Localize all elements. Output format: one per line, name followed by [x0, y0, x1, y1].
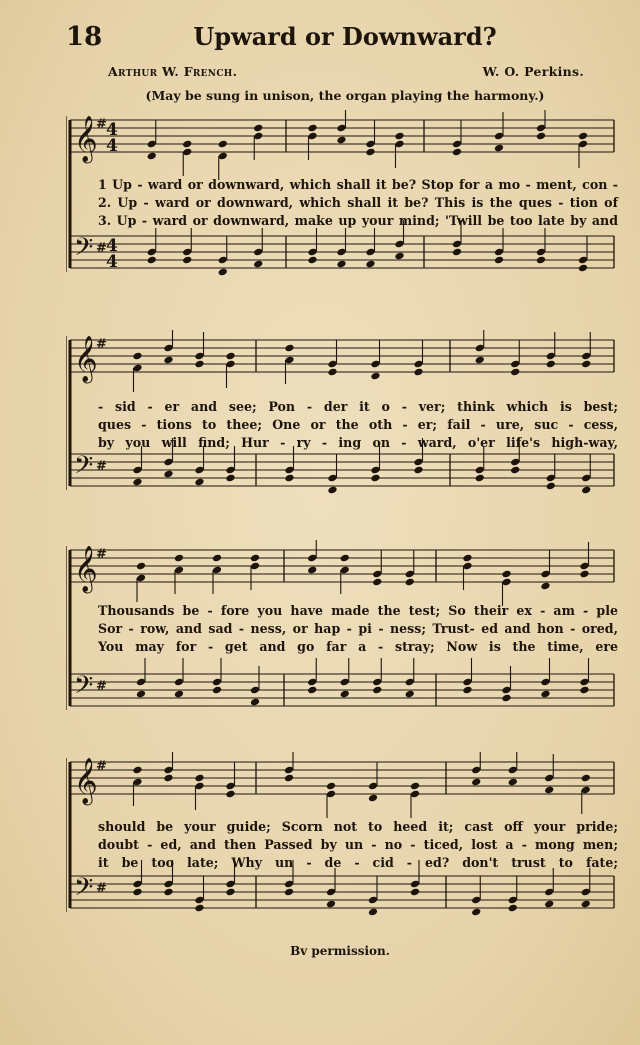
note-head-icon: [250, 698, 260, 707]
note-head-icon: [368, 794, 378, 803]
note-head-icon: [372, 686, 382, 695]
lyric-verse-3: it be too late; Why un - de - cid - ed? don't trust to fate;: [98, 855, 618, 870]
lyrics-block-1: [98, 176, 618, 230]
permission-credit: Bv permission.: [290, 944, 390, 958]
note-head-icon: [147, 256, 157, 265]
lyric-verse-3: You may for - get and go far a - stray; Now is the time, ere: [98, 639, 618, 654]
treble-clef-icon: 𝄞: [74, 116, 98, 162]
sharp-key-icon: #: [96, 881, 107, 896]
note-head-icon: [394, 252, 404, 261]
note-head-icon: [471, 908, 481, 917]
note-head-icon: [225, 352, 235, 361]
note-head-icon: [368, 908, 378, 917]
note-head-icon: [413, 368, 423, 377]
note-head-icon: [225, 888, 235, 897]
time-signature-bottom: 4: [106, 136, 118, 156]
note-head-icon: [501, 570, 511, 579]
note-head-icon: [136, 690, 146, 699]
lyric-verse-1: should be your guide; Scorn not to heed it; cast off your pride;: [98, 819, 618, 834]
note-head-icon: [284, 474, 294, 483]
note-head-icon: [510, 368, 520, 377]
note-head-icon: [494, 256, 504, 265]
note-head-icon: [546, 360, 556, 369]
note-head-icon: [462, 554, 472, 563]
note-head-icon: [471, 778, 481, 787]
performance-note: (May be sung in unison, the organ playing the harmony.): [145, 88, 545, 103]
note-head-icon: [136, 562, 146, 571]
note-head-icon: [253, 124, 263, 133]
note-head-icon: [212, 554, 222, 563]
note-head-icon: [410, 782, 420, 791]
note-head-icon: [370, 372, 380, 381]
lyric-verse-2: Sor - row, and sad - ness, or hap - pi - ness; Trust- ed and hon - ored,: [98, 621, 618, 636]
note-head-icon: [182, 256, 192, 265]
note-head-icon: [546, 482, 556, 491]
note-head-icon: [307, 124, 317, 133]
note-head-icon: [194, 360, 204, 369]
time-signature-top: 4: [106, 120, 118, 140]
note-head-icon: [508, 904, 518, 913]
note-head-icon: [225, 790, 235, 799]
note-head-icon: [307, 256, 317, 265]
sharp-key-icon: #: [96, 759, 107, 774]
note-head-icon: [394, 132, 404, 141]
bass-clef-icon: 𝄢: [74, 873, 94, 908]
sharp-key-icon: #: [96, 459, 107, 474]
note-head-icon: [132, 766, 142, 775]
note-head-icon: [250, 554, 260, 563]
note-head-icon: [194, 774, 204, 783]
note-head-icon: [365, 148, 375, 157]
note-head-icon: [581, 900, 591, 909]
note-head-icon: [174, 690, 184, 699]
note-head-icon: [194, 904, 204, 913]
note-head-icon: [536, 256, 546, 265]
note-head-icon: [340, 690, 350, 699]
note-head-icon: [212, 686, 222, 695]
bass-clef-icon: 𝄢: [74, 671, 94, 706]
note-head-icon: [405, 578, 415, 587]
note-head-icon: [452, 248, 462, 257]
lyric-verse-1: - sid - er and see; Pon - der it o - ver; think which is best;: [98, 399, 618, 414]
note-head-icon: [410, 888, 420, 897]
note-head-icon: [163, 774, 173, 783]
note-head-icon: [182, 140, 192, 149]
note-head-icon: [475, 474, 485, 483]
bass-clef-icon: 𝄢: [74, 451, 94, 486]
sharp-key-icon: #: [96, 547, 107, 562]
bass-clef-icon: 𝄢: [74, 233, 94, 268]
note-head-icon: [163, 356, 173, 365]
note-head-icon: [132, 352, 142, 361]
treble-clef-icon: 𝄞: [74, 336, 98, 382]
note-head-icon: [544, 900, 554, 909]
note-head-icon: [284, 774, 294, 783]
lyric-verse-2: 2. Up - ward or downward, which shall it be? This is the ques - tion of: [98, 195, 618, 210]
note-head-icon: [578, 132, 588, 141]
lyric-verse-1: 1 Up - ward or downward, which shall it be? Stop for a mo - ment, con -: [98, 177, 618, 192]
note-head-icon: [253, 260, 263, 269]
lyric-verse-2: doubt - ed, and then Passed by un - no - ticed, lost a - mong men;: [98, 837, 618, 852]
sharp-key-icon: #: [96, 337, 107, 352]
treble-clef-icon: 𝄞: [74, 546, 98, 592]
note-head-icon: [475, 356, 485, 365]
sharp-key-icon: #: [96, 241, 107, 256]
note-head-icon: [132, 478, 142, 487]
note-head-icon: [340, 554, 350, 563]
note-head-icon: [163, 470, 173, 479]
lyrics-block-3: [98, 602, 618, 656]
note-head-icon: [225, 474, 235, 483]
note-head-icon: [540, 690, 550, 699]
lyric-verse-3: by you will find; Hur - ry - ing on - ward, o'er life's high-way,: [98, 435, 618, 450]
note-head-icon: [132, 888, 142, 897]
time-signature-bottom: 4: [106, 252, 118, 272]
note-head-icon: [163, 888, 173, 897]
note-head-icon: [536, 132, 546, 141]
note-head-icon: [544, 786, 554, 795]
time-signature-top: 4: [106, 236, 118, 256]
note-head-icon: [327, 486, 337, 495]
note-head-icon: [581, 774, 591, 783]
composer-credit: W. O. Perkins.: [482, 64, 584, 79]
note-head-icon: [452, 148, 462, 157]
note-head-icon: [218, 268, 228, 277]
lyric-verse-1: Thousands be - fore you have made the test; So their ex - am - ple: [98, 603, 618, 618]
note-head-icon: [327, 368, 337, 377]
lyric-verse-2: ques - tions to thee; One or the oth - er; fail - ure, suc - cess,: [98, 417, 618, 432]
note-head-icon: [326, 782, 336, 791]
note-head-icon: [579, 686, 589, 695]
lyrics-block-2: [98, 398, 618, 452]
note-head-icon: [581, 486, 591, 495]
note-head-icon: [413, 466, 423, 475]
note-head-icon: [326, 900, 336, 909]
note-head-icon: [284, 344, 294, 353]
note-head-icon: [336, 260, 346, 269]
lyrics-block-4: [98, 818, 618, 872]
page-number: 18: [66, 22, 103, 52]
treble-clef-icon: 𝄞: [74, 758, 98, 804]
lyricist-credit: Arthur W. French.: [108, 64, 238, 79]
lyric-verse-3: 3. Up - ward or downward, make up your mind; 'Twill be too late by and: [98, 213, 618, 228]
sharp-key-icon: #: [96, 117, 107, 132]
note-head-icon: [370, 474, 380, 483]
note-head-icon: [372, 578, 382, 587]
note-head-icon: [494, 144, 504, 153]
note-head-icon: [540, 582, 550, 591]
note-head-icon: [365, 260, 375, 269]
note-head-icon: [405, 690, 415, 699]
note-head-icon: [336, 136, 346, 145]
note-head-icon: [462, 686, 472, 695]
note-head-icon: [579, 570, 589, 579]
note-head-icon: [581, 360, 591, 369]
note-head-icon: [501, 694, 511, 703]
hymn-title: Upward or Downward?: [193, 22, 497, 51]
note-head-icon: [194, 478, 204, 487]
note-head-icon: [510, 466, 520, 475]
note-head-icon: [307, 686, 317, 695]
note-head-icon: [284, 888, 294, 897]
note-head-icon: [508, 778, 518, 787]
note-head-icon: [578, 264, 588, 273]
note-head-icon: [307, 566, 317, 575]
note-head-icon: [174, 554, 184, 563]
note-head-icon: [147, 152, 157, 161]
sharp-key-icon: #: [96, 679, 107, 694]
note-head-icon: [218, 140, 228, 149]
